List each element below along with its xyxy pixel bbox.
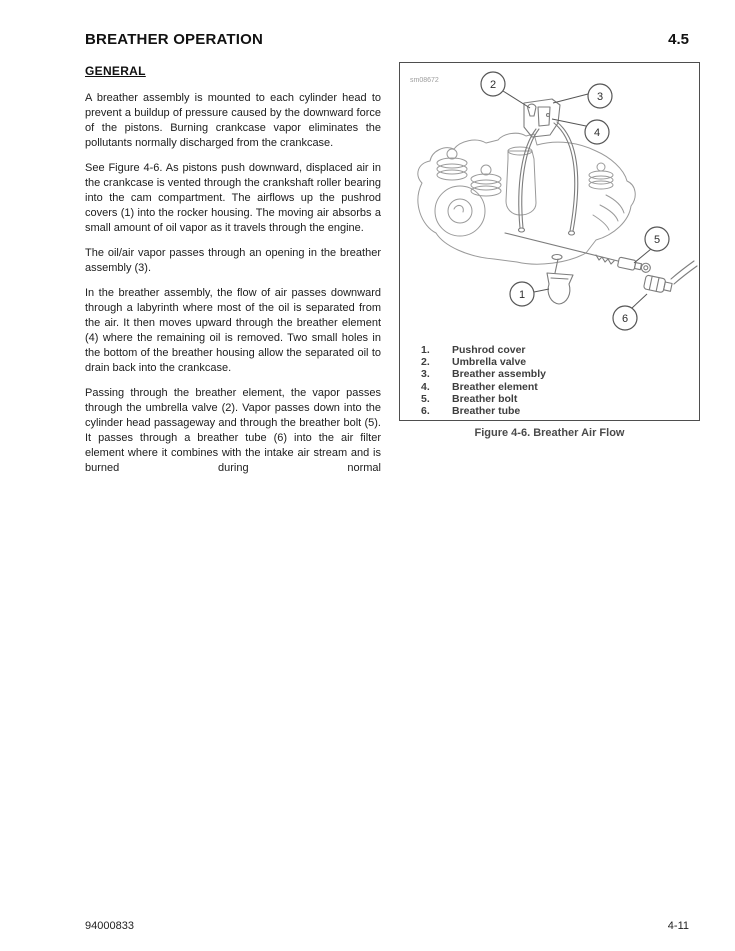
svg-text:3: 3 <box>596 91 604 103</box>
body-text-column <box>85 64 381 476</box>
svg-text:1: 1 <box>518 289 526 301</box>
svg-text:6: 6 <box>621 313 629 325</box>
footer-part-number: 94000833 <box>85 920 134 932</box>
page-footer <box>85 920 689 932</box>
tube-tip <box>519 228 525 232</box>
watermark-code: sm08672 <box>410 77 439 84</box>
callout-6 <box>613 306 637 330</box>
hose-line <box>674 266 697 284</box>
breather-bolt-shape <box>617 257 651 274</box>
svg-text:2: 2 <box>489 79 497 91</box>
legend-item <box>421 393 693 405</box>
legend-label: Breather tube <box>452 405 521 418</box>
legend-label: Breather assembly <box>452 368 546 381</box>
paragraph: See Figure 4-6. As pistons push downward, displaced air in the crankcase is vented through the crankshaft roller bearing into the cam compartment. The airflows up the pushrod covers (1) into the rocker housing. The moving air absorbs a small amount of oil vapor as it travels through the engine. <box>85 162 381 234</box>
paragraph: A breather assembly is mounted to each cylinder head to prevent a buildup of pressure caused by the downward force of the pistons. Burning crankcase vapor eliminates the pollutants normally discharged from the crankcase. <box>85 92 381 149</box>
svg-text:4: 4 <box>593 127 601 139</box>
breather-tube-shape <box>643 275 672 294</box>
section-heading: GENERAL <box>85 64 146 78</box>
rocker-boss <box>506 151 536 215</box>
legend-label: Pushrod cover <box>452 344 526 356</box>
leader-6 <box>632 294 647 308</box>
tube-line <box>554 123 575 231</box>
tube-line <box>519 129 536 228</box>
head-casting-outline <box>418 133 635 264</box>
valve-spring-stack <box>437 149 467 180</box>
legend-label: Breather element <box>452 380 538 393</box>
legend-number: 6. <box>421 405 430 418</box>
valve-spring-stack <box>589 163 613 189</box>
figure-legend <box>400 343 699 417</box>
leader-1 <box>534 289 549 292</box>
leader-2 <box>503 91 530 108</box>
page-title: BREATHER OPERATION <box>85 31 264 48</box>
callout-2 <box>481 72 505 96</box>
callout-5 <box>645 227 669 251</box>
legend-item <box>421 356 693 368</box>
legend-item <box>421 344 693 356</box>
paragraph: The oil/air vapor passes through an opening in the breather assembly (3). <box>85 247 381 274</box>
legend-number: 2. <box>421 356 430 369</box>
cover-washer <box>552 255 562 260</box>
page-header <box>85 31 689 48</box>
paragraph: Passing through the breather element, the vapor passes through the umbrella valve (2). Vapor passes down into the cylinder head passageway and through the breather bolt (5). It passes through a breather tube (6) into the air filter element where it combines with the intake air stream and is burned during normal <box>85 387 381 474</box>
port-detail <box>454 205 463 212</box>
legend-number: 1. <box>421 344 430 356</box>
legend-item <box>421 381 693 393</box>
tube-tip <box>569 231 575 235</box>
assembly-screw <box>547 114 550 117</box>
footer-page-number: 4-11 <box>667 920 689 932</box>
fin <box>593 215 609 230</box>
legend-number: 5. <box>421 392 430 405</box>
legend-label: Breather bolt <box>452 392 518 405</box>
legend-number: 3. <box>421 368 430 381</box>
legend-item <box>421 368 693 380</box>
leader-3 <box>553 94 588 103</box>
leader-5 <box>634 249 651 263</box>
port-outer <box>435 186 485 236</box>
breather-diagram <box>400 63 699 343</box>
callout-4 <box>585 120 609 144</box>
callout-1 <box>510 282 534 306</box>
legend-number: 4. <box>421 380 430 393</box>
figure-caption: Figure 4-6. Breather Air Flow <box>474 427 625 439</box>
figure-4-6 <box>399 62 700 439</box>
fin <box>600 205 618 221</box>
cover-rim <box>551 278 568 279</box>
svg-text:5: 5 <box>653 234 661 246</box>
umbrella-valve-shape <box>528 104 536 116</box>
port-inner <box>448 199 472 223</box>
paragraph: In the breather assembly, the flow of air passes downward through a labyrinth where most of the oil is separated from the air. It then moves upward through the breather element (4) where the remaining oil is removed. Two small holes in the bottom of the breather housing allow the separated oil to drain back into the crankcase. <box>85 287 381 374</box>
cover-stem <box>555 259 558 273</box>
legend-item <box>421 405 693 417</box>
callout-3 <box>588 84 612 108</box>
section-number: 4.5 <box>668 31 689 48</box>
legend-label: Umbrella valve <box>452 356 527 369</box>
figure-box <box>399 62 700 421</box>
